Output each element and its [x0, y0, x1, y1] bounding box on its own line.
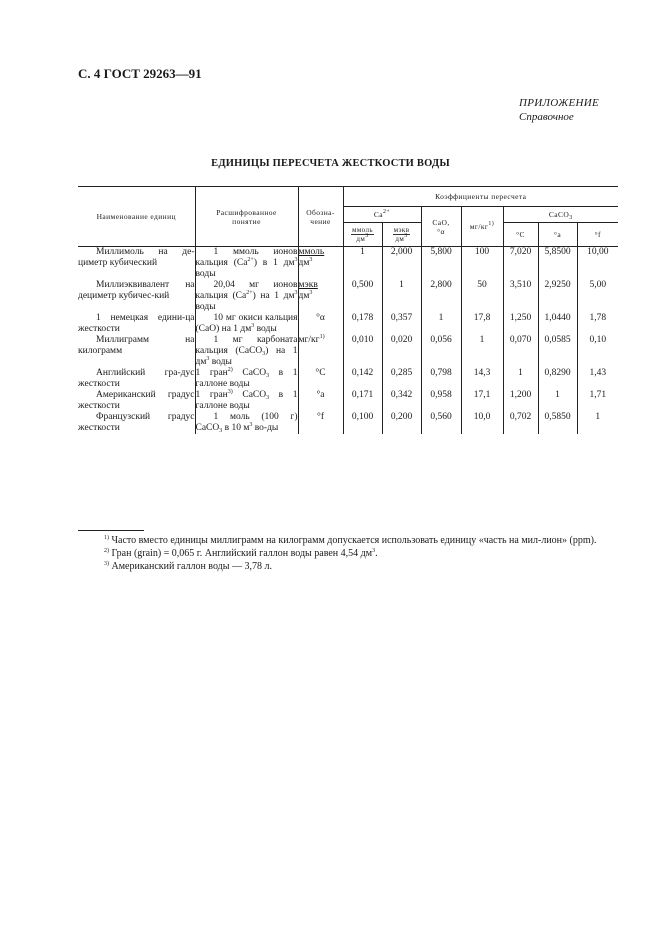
- footnotes: [78, 534, 618, 573]
- footnote-divider: [78, 530, 144, 531]
- header-desc: Расшифрованное понятие: [195, 187, 298, 247]
- row-unit: °C: [298, 368, 343, 390]
- cell-mmol: 0,171: [343, 390, 382, 412]
- table-row: [78, 412, 618, 434]
- cell-deg-c: 3,510: [503, 280, 538, 313]
- appendix-label: [519, 96, 599, 124]
- header-deg-c: °C: [503, 223, 538, 247]
- row-name: Английский гра-дус жесткости: [78, 368, 195, 389]
- cell-cao: 0,958: [421, 390, 461, 412]
- cell-deg-f: 1,43: [589, 368, 607, 378]
- row-name: Миллиграмм на килограмм: [78, 335, 195, 368]
- row-name: 1 немецкая едини-ца жесткости: [78, 313, 195, 334]
- footnote-1: $^{1)}$ Часто вместо единицы миллиграмм на килограмм допускается использовать единицу «часть на мил-лион» (ppm).: [104, 535, 597, 546]
- cell-mgkg: 10,0: [461, 412, 503, 434]
- cell-mgkg: 1: [461, 335, 503, 368]
- cell-deg-f: 1,78: [589, 313, 607, 323]
- cell-mgkg: 100: [461, 247, 503, 281]
- header-deg-a: °a: [538, 223, 577, 247]
- cell-mekv: 1: [382, 280, 421, 313]
- cell-deg-a: 2,9250: [538, 280, 577, 313]
- row-name: Американский градус жесткости: [78, 390, 195, 411]
- row-desc: 1 мг карбоната кальция (CaCO$_3$) на 1 $дм^3$ воды: [195, 335, 298, 367]
- cell-mekv: 0,342: [382, 390, 421, 412]
- cell-mmol: 0,142: [343, 368, 382, 390]
- row-unit: °α: [298, 313, 343, 335]
- row-unit: мэкв $дм^3$: [298, 280, 343, 313]
- conversion-table: [78, 186, 618, 434]
- cell-mmol: 0,178: [343, 313, 382, 335]
- header-mgkg: $мг/кг^{1)}$: [461, 207, 503, 247]
- cell-mmol: 0,010: [343, 335, 382, 368]
- cell-mgkg: 14,3: [461, 368, 503, 390]
- row-unit: °a: [298, 390, 343, 412]
- cell-mekv: 0,020: [382, 335, 421, 368]
- appendix-title: ПРИЛОЖЕНИЕ: [519, 97, 599, 109]
- cell-deg-a: 0,0585: [538, 335, 577, 368]
- row-desc: 1 гран$^{3)}$ CaCO$_3$ в 1 галлоне воды: [195, 389, 298, 411]
- cell-cao: 1: [421, 313, 461, 335]
- header-caco3: CaCO$_3$: [503, 207, 618, 223]
- header-ca: $Ca^{2+}$: [343, 207, 421, 223]
- table-title: ЕДИНИЦЫ ПЕРЕСЧЕТА ЖЕСТКОСТИ ВОДЫ: [211, 158, 450, 169]
- row-unit: °f: [298, 412, 343, 434]
- footnote-3: $^{3)}$ Американский галлон воды — 3,78 л.: [104, 561, 272, 572]
- footnote-2: $^{2)}$ Гран (grain) = 0,065 г. Английский галлон воды равен 4,54 $дм^3$.: [104, 548, 378, 559]
- cell-deg-a: 1,0440: [538, 313, 577, 335]
- cell-cao: 0,798: [421, 368, 461, 390]
- row-desc: 1 моль (100 г) CaCO$_3$ в 10 $м^3$ во-ды: [195, 412, 298, 434]
- row-desc: 20,04 мг ионов кальция $(Ca^{2+})$ на 1 $дм^3$ воды: [195, 280, 298, 312]
- cell-deg-c: 0,702: [503, 412, 538, 434]
- header-name: Наименование единиц: [78, 187, 195, 247]
- cell-deg-f: 5,00: [589, 280, 607, 290]
- header-cao: CaO, °α: [421, 207, 461, 247]
- cell-cao: 2,800: [421, 280, 461, 313]
- header-coefficients: Коэффициенты пересчета: [343, 187, 618, 207]
- header-unit: Обозна-чение: [298, 187, 343, 247]
- table-row: [78, 247, 618, 281]
- cell-mmol: 1: [343, 247, 382, 281]
- header-mekv: $\frac{\text{мэкв}}{дм^3}$: [382, 223, 421, 247]
- appendix-subtitle: Справочное: [519, 111, 574, 123]
- header-mmol: $\frac{\text{ммоль}}{дм^3}$: [343, 223, 382, 247]
- cell-deg-a: 0,8290: [538, 368, 577, 390]
- row-name: Французский градус жесткости: [78, 412, 195, 433]
- cell-deg-a: 0,5850: [538, 412, 577, 434]
- cell-cao: 0,056: [421, 335, 461, 368]
- header-deg-f: °f: [577, 223, 618, 247]
- cell-deg-f: 0,10: [589, 335, 607, 345]
- cell-deg-a: 5,8500: [538, 247, 577, 281]
- cell-deg-a: 1: [538, 390, 577, 412]
- row-name: Миллимоль на де-циметр кубический: [78, 247, 195, 281]
- cell-cao: 0,560: [421, 412, 461, 434]
- cell-deg-c: 1: [503, 368, 538, 390]
- table-row: [78, 390, 618, 412]
- table-row: [78, 313, 618, 335]
- cell-deg-c: 7,020: [503, 247, 538, 281]
- cell-deg-f: 10,00: [587, 247, 609, 257]
- cell-deg-f: 1,71: [589, 390, 607, 400]
- cell-mmol: 0,500: [343, 280, 382, 313]
- cell-mgkg: 17,8: [461, 313, 503, 335]
- cell-deg-c: 1,250: [503, 313, 538, 335]
- row-unit: $мг/кг^{1)}$: [298, 335, 343, 368]
- cell-mgkg: 17,1: [461, 390, 503, 412]
- cell-mgkg: 50: [461, 280, 503, 313]
- table-row: [78, 335, 618, 368]
- table-row: [78, 280, 618, 313]
- cell-deg-f: 1: [595, 412, 601, 422]
- row-unit: ммоль $дм^3$: [298, 247, 343, 281]
- cell-cao: 5,800: [421, 247, 461, 281]
- row-desc: 1 ммоль ионов кальция $(Ca^{2+})$ в 1 $дм^3$ воды: [195, 247, 298, 279]
- row-desc: 1 гран$^{2)}$ CaCO$_3$ в 1 галлоне воды: [195, 367, 298, 389]
- table-row: [78, 368, 618, 390]
- cell-deg-c: 1,200: [503, 390, 538, 412]
- cell-mekv: 2,000: [382, 247, 421, 281]
- cell-mekv: 0,357: [382, 313, 421, 335]
- cell-mekv: 0,285: [382, 368, 421, 390]
- cell-mekv: 0,200: [382, 412, 421, 434]
- cell-deg-c: 0,070: [503, 335, 538, 368]
- row-name: Миллиэквивалент на дециметр кубичес-кий: [78, 280, 195, 313]
- row-desc: 10 мг окиси кальция (CaO) на 1 $дм^3$ воды: [195, 313, 298, 334]
- page-header: С. 4 ГОСТ 29263—91: [78, 66, 202, 81]
- cell-mmol: 0,100: [343, 412, 382, 434]
